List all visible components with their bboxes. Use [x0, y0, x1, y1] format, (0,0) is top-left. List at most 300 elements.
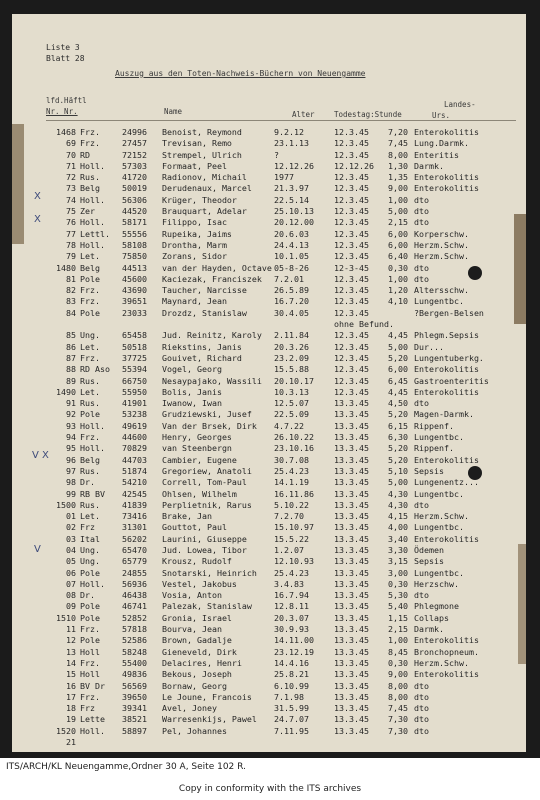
row-death-date: 13.3.45	[334, 420, 369, 431]
row-prisoner-number: 44513	[122, 262, 147, 273]
row-death-date: 12.3.45	[334, 206, 369, 217]
row-name: Palezak, Stanislaw	[162, 601, 252, 612]
row-death-date: ohne Befund.	[334, 319, 394, 330]
row-nationality: RD Aso	[80, 364, 110, 375]
row-name: Krousz, Rudolf	[162, 556, 232, 567]
row-cause: Collaps	[414, 612, 449, 623]
row-prisoner-number: 72152	[122, 149, 147, 160]
row-birth-date: 7.2.01	[274, 273, 304, 284]
row-death-hour: 0,30	[388, 262, 408, 273]
row-death-date: 12.3.45	[334, 228, 369, 239]
row-death-date: 12.3.45	[334, 172, 369, 183]
row-nationality: Let.	[80, 251, 100, 262]
row-cause: Magen-Darmk.	[414, 409, 474, 420]
row-nationality: Belg	[80, 262, 100, 273]
table-row	[12, 240, 526, 251]
row-prisoner-number: 46438	[122, 590, 147, 601]
row-nationality: Ital	[80, 533, 100, 544]
row-name: Brake, Jan	[162, 511, 212, 522]
row-death-hour: 6,40	[388, 251, 408, 262]
row-prisoner-number: 23033	[122, 307, 147, 318]
row-death-date: 13.3.45	[334, 691, 369, 702]
row-cause: Herzm.Schw.	[414, 251, 469, 262]
row-nationality: Holl.	[80, 443, 105, 454]
row-nationality: Pole	[80, 273, 100, 284]
row-lfd-number: 79	[66, 251, 76, 262]
row-death-hour: 0,30	[388, 657, 408, 668]
row-death-date: 13.3.45	[334, 703, 369, 714]
row-death-hour: 5,20	[388, 409, 408, 420]
row-nationality: Frz.	[80, 127, 100, 137]
row-death-hour: 1,00	[388, 635, 408, 646]
row-birth-date: 12.5.07	[274, 398, 309, 409]
row-nationality: Holl.	[80, 578, 105, 589]
row-nationality: Pole	[80, 567, 100, 578]
row-death-hour: 7,30	[388, 714, 408, 725]
row-death-date: 13.3.45	[334, 398, 369, 409]
row-cause: Enterokolitis	[414, 172, 479, 183]
row-birth-date: 25.10.13	[274, 206, 314, 217]
row-lfd-number: 77	[66, 228, 76, 239]
row-name: Benoist, Reymond	[162, 127, 242, 137]
row-nationality: Pole	[80, 635, 100, 646]
table-row	[12, 150, 526, 161]
table-row	[12, 308, 526, 319]
row-birth-date: 21.3.97	[274, 183, 309, 194]
row-death-date: 13.3.45	[334, 657, 369, 668]
row-nationality: Let.	[80, 511, 100, 522]
row-name: Drontha, Marm	[162, 239, 227, 250]
row-death-hour: 7,20	[388, 127, 408, 137]
row-lfd-number: 1500	[56, 499, 76, 510]
row-birth-date: 14.11.00	[274, 635, 314, 646]
row-cause: dto	[414, 691, 429, 702]
row-death-date: 13.3.45	[334, 669, 369, 680]
row-name: Strempel, Ulrich	[162, 149, 242, 160]
row-birth-date: 31.5.99	[274, 703, 309, 714]
row-death-date: 12.3.45	[334, 375, 369, 386]
row-birth-date: 20.12.00	[274, 217, 314, 228]
row-lfd-number: 1490	[56, 386, 76, 397]
row-lfd-number: 86	[66, 341, 76, 352]
row-cause: Rippenf.	[414, 420, 454, 431]
row-nationality: RB BV	[80, 488, 105, 499]
table-row	[12, 714, 526, 725]
row-prisoner-number: 56306	[122, 194, 147, 205]
row-birth-date: 23.12.19	[274, 646, 314, 657]
table-row	[12, 206, 526, 217]
row-lfd-number: 87	[66, 352, 76, 363]
row-death-hour: 1,00	[388, 194, 408, 205]
row-death-date: 12.3.45	[334, 330, 369, 341]
row-death-date: 12.3.45	[334, 239, 369, 250]
archive-reference: ITS/ARCH/KL Neuengamme,Ordner 30 A, Seite 102 R.	[6, 762, 246, 772]
row-death-hour: 5,20	[388, 352, 408, 363]
row-lfd-number: 98	[66, 477, 76, 488]
row-prisoner-number: 55394	[122, 364, 147, 375]
row-prisoner-number: 41720	[122, 172, 147, 183]
document-title: Auszug aus den Toten-Nachweis-Büchern von Neuengamme	[115, 69, 366, 78]
row-nationality: Frz.	[80, 691, 100, 702]
row-death-hour: 5,30	[388, 590, 408, 601]
row-name: Gregoriew, Anatoli	[162, 465, 252, 476]
row-name: Delacires, Henri	[162, 657, 242, 668]
row-lfd-number: 16	[66, 680, 76, 691]
row-name: Snotarski, Heinrich	[162, 567, 257, 578]
row-lfd-number: 1510	[56, 612, 76, 623]
row-name: Maynard, Jean	[162, 296, 227, 307]
row-prisoner-number: 44600	[122, 432, 147, 443]
table-row	[12, 342, 526, 353]
table-row	[12, 500, 526, 511]
row-lfd-number: 94	[66, 432, 76, 443]
row-lfd-number: 04	[66, 544, 76, 555]
row-name: Laurini, Giuseppe	[162, 533, 247, 544]
row-birth-date: 23.2.09	[274, 352, 309, 363]
row-cause: dto	[414, 273, 429, 284]
table-row	[12, 568, 526, 579]
row-birth-date: 30.9.93	[274, 624, 309, 635]
row-prisoner-number: 58171	[122, 217, 147, 228]
row-death-hour: 9,00	[388, 183, 408, 194]
row-prisoner-number: 27457	[122, 138, 147, 149]
row-prisoner-number: 58897	[122, 725, 147, 736]
row-lfd-number: 89	[66, 375, 76, 386]
row-death-date: 12.3.45	[334, 251, 369, 262]
table-row	[12, 330, 526, 341]
row-death-date: 12-3-45	[334, 262, 369, 273]
row-birth-date: 7.11.95	[274, 725, 309, 736]
row-death-date: 13.3.45	[334, 601, 369, 612]
row-cause: dto	[414, 680, 429, 691]
row-death-date: 12.3.45	[334, 352, 369, 363]
table-row	[12, 669, 526, 680]
row-nationality: Pole	[80, 307, 100, 318]
row-cause: Lung.Darmk.	[414, 138, 469, 149]
row-nationality: Frz.	[80, 138, 100, 149]
row-nationality: Holl.	[80, 160, 105, 171]
table-row	[12, 590, 526, 601]
row-cause: Lungentbc.	[414, 567, 464, 578]
row-death-hour: 5,10	[388, 465, 408, 476]
table-row	[12, 658, 526, 669]
row-death-hour: 5,20	[388, 454, 408, 465]
row-nationality: Frz.	[80, 432, 100, 443]
row-death-date: 13.3.45	[334, 499, 369, 510]
row-birth-date: 26.10.22	[274, 432, 314, 443]
row-name: Zorans, Sidor	[162, 251, 227, 262]
row-cause: Lungentbc.	[414, 432, 464, 443]
row-death-hour: 8,00	[388, 691, 408, 702]
table-row	[12, 409, 526, 420]
table-row	[12, 443, 526, 454]
row-lfd-number: 19	[66, 714, 76, 725]
column-header-nr: Nr. Nr.	[46, 107, 78, 116]
row-name: Van der Brsek, Dirk	[162, 420, 257, 431]
row-death-date: 13.3.45	[334, 454, 369, 465]
row-name: Bornaw, Georg	[162, 680, 227, 691]
row-nationality: Zer	[80, 206, 95, 217]
row-cause: dto	[414, 217, 429, 228]
row-death-date: 13.3.45	[334, 725, 369, 736]
row-prisoner-number: 50518	[122, 341, 147, 352]
row-name: Gieneveld, Dirk	[162, 646, 237, 657]
row-prisoner-number: 66750	[122, 375, 147, 386]
row-death-hour: 5,00	[388, 477, 408, 488]
row-death-date: 13.3.45	[334, 567, 369, 578]
row-cause: Herzm.Schw.	[414, 511, 469, 522]
column-header-lfd: lfd.Häftl	[46, 96, 87, 105]
row-nationality: Belg	[80, 183, 100, 194]
row-lfd-number: 06	[66, 567, 76, 578]
row-prisoner-number: 31301	[122, 522, 147, 533]
row-death-date: 13.3.45	[334, 443, 369, 454]
row-nationality: Holl.	[80, 194, 105, 205]
table-row	[12, 274, 526, 285]
row-name: Avel, Joney	[162, 703, 217, 714]
table-row	[12, 545, 526, 556]
row-prisoner-number: 49836	[122, 669, 147, 680]
row-cause: dto	[414, 262, 429, 273]
row-nationality: Rus.	[80, 398, 100, 409]
row-death-hour: 6,00	[388, 364, 408, 375]
row-death-date: 13.3.45	[334, 477, 369, 488]
row-name: Trevisan, Remo	[162, 138, 232, 149]
row-lfd-number: 95	[66, 443, 76, 454]
row-nationality: Lettl.	[80, 228, 110, 239]
column-header-landes: Landes-	[444, 100, 476, 109]
row-name: Le Joune, Francois	[162, 691, 252, 702]
row-prisoner-number: 24996	[122, 127, 147, 137]
row-lfd-number: 1468	[56, 127, 76, 137]
row-birth-date: 7.2.70	[274, 511, 304, 522]
row-death-date: 13.3.45	[334, 556, 369, 567]
table-row	[12, 511, 526, 522]
row-death-hour: 6,00	[388, 228, 408, 239]
row-death-date: 13.3.45	[334, 409, 369, 420]
row-birth-date: 30.4.05	[274, 307, 309, 318]
table-row	[12, 647, 526, 658]
row-name: Rupeika, Jaims	[162, 228, 232, 239]
row-lfd-number: 21	[66, 737, 76, 748]
row-prisoner-number: 53238	[122, 409, 147, 420]
row-nationality: Dr.	[80, 477, 95, 488]
row-birth-date: 05-8-26	[274, 262, 309, 273]
row-death-hour: 5,20	[388, 443, 408, 454]
row-death-hour: 1,00	[388, 273, 408, 284]
row-nationality: BV Dr	[80, 680, 105, 691]
row-lfd-number: 07	[66, 578, 76, 589]
row-name: Henry, Georges	[162, 432, 232, 443]
row-death-date: 13.3.45	[334, 578, 369, 589]
row-birth-date: ?	[274, 149, 279, 160]
row-birth-date: 1977	[274, 172, 294, 183]
row-death-hour: 4,45	[388, 386, 408, 397]
row-death-hour: 4,45	[388, 330, 408, 341]
row-name: Kaciezak, Franciszek	[162, 273, 262, 284]
row-birth-date: 1.2.07	[274, 544, 304, 555]
death-record-table	[12, 127, 526, 748]
row-lfd-number: 88	[66, 364, 76, 375]
row-birth-date: 22.5.14	[274, 194, 309, 205]
table-row	[12, 522, 526, 533]
row-lfd-number: 75	[66, 206, 76, 217]
row-name: Warresenkijs, Pawel	[162, 714, 257, 725]
row-death-hour: 5,40	[388, 601, 408, 612]
row-prisoner-number: 58248	[122, 646, 147, 657]
row-cause: Dur...	[414, 341, 444, 352]
row-death-date: 13.3.45	[334, 522, 369, 533]
row-death-hour: 4,15	[388, 511, 408, 522]
row-lfd-number: 69	[66, 138, 76, 149]
row-name: Bolis, Janis	[162, 386, 222, 397]
row-death-hour: 4,00	[388, 522, 408, 533]
row-death-hour: 0,30	[388, 578, 408, 589]
row-nationality: Pole	[80, 612, 100, 623]
table-row	[12, 477, 526, 488]
row-nationality: Holl	[80, 669, 100, 680]
handwritten-mark: V	[34, 544, 41, 555]
table-row	[12, 296, 526, 307]
table-row	[12, 353, 526, 364]
row-lfd-number: 14	[66, 657, 76, 668]
row-lfd-number: 12	[66, 635, 76, 646]
row-lfd-number: 85	[66, 330, 76, 341]
table-row	[12, 161, 526, 172]
row-birth-date: 22.5.09	[274, 409, 309, 420]
row-prisoner-number: 54210	[122, 477, 147, 488]
row-prisoner-number: 39651	[122, 296, 147, 307]
row-death-hour: 8,45	[388, 646, 408, 657]
row-name: van Steenbergn	[162, 443, 232, 454]
table-row	[12, 183, 526, 194]
row-death-date: 12.3.45	[334, 149, 369, 160]
row-prisoner-number: 65779	[122, 556, 147, 567]
row-nationality: Rus.	[80, 465, 100, 476]
row-cause: ?Bergen-Belsen	[414, 307, 484, 318]
row-death-date: 13.3.45	[334, 533, 369, 544]
row-cause: Sepsis	[414, 556, 444, 567]
row-cause: Korperschw.	[414, 228, 469, 239]
row-nationality: Belg	[80, 454, 100, 465]
row-prisoner-number: 42545	[122, 488, 147, 499]
row-death-hour: 3,40	[388, 533, 408, 544]
row-prisoner-number: 24855	[122, 567, 147, 578]
row-birth-date: 5.10.22	[274, 499, 309, 510]
row-cause: Rippenf.	[414, 443, 454, 454]
row-prisoner-number: 57818	[122, 624, 147, 635]
row-birth-date: 25.4.23	[274, 567, 309, 578]
table-row	[12, 726, 526, 737]
row-birth-date: 10.3.13	[274, 386, 309, 397]
row-birth-date: 16.11.86	[274, 488, 314, 499]
row-birth-date: 15.5.88	[274, 364, 309, 375]
table-row	[12, 285, 526, 296]
row-prisoner-number: 44520	[122, 206, 147, 217]
row-cause: dto	[414, 714, 429, 725]
row-prisoner-number: 45600	[122, 273, 147, 284]
table-row	[12, 613, 526, 624]
row-birth-date: 9.2.12	[274, 127, 304, 137]
row-prisoner-number: 65458	[122, 330, 147, 341]
row-death-date: 12.3.45	[334, 307, 369, 318]
row-cause: Lungentbc.	[414, 522, 464, 533]
row-name: Perplietnik, Rarus	[162, 499, 252, 510]
row-lfd-number: 82	[66, 285, 76, 296]
row-prisoner-number: 39650	[122, 691, 147, 702]
row-prisoner-number: 44703	[122, 454, 147, 465]
row-birth-date: 2.11.84	[274, 330, 309, 341]
row-death-hour: 2,15	[388, 624, 408, 635]
row-lfd-number: 76	[66, 217, 76, 228]
row-death-date: 13.3.45	[334, 635, 369, 646]
row-name: Pel, Johannes	[162, 725, 227, 736]
row-death-hour: 3,15	[388, 556, 408, 567]
row-prisoner-number: 57303	[122, 160, 147, 171]
row-lfd-number: 99	[66, 488, 76, 499]
row-death-hour: 2,15	[388, 217, 408, 228]
row-death-date: 12.12.26	[334, 160, 374, 171]
table-row	[12, 692, 526, 703]
row-lfd-number: 70	[66, 149, 76, 160]
row-prisoner-number: 65470	[122, 544, 147, 555]
row-cause: Enterokolitis	[414, 386, 479, 397]
table-row	[12, 398, 526, 409]
row-cause: dto	[414, 590, 429, 601]
row-prisoner-number: 51874	[122, 465, 147, 476]
row-prisoner-number: 37725	[122, 352, 147, 363]
row-lfd-number: 03	[66, 533, 76, 544]
row-death-hour: 1,15	[388, 612, 408, 623]
row-lfd-number: 83	[66, 296, 76, 307]
row-death-hour: 1,30	[388, 160, 408, 171]
row-nationality: Frz.	[80, 624, 100, 635]
row-death-hour: 4,30	[388, 488, 408, 499]
table-row	[12, 195, 526, 206]
row-nationality: Let.	[80, 386, 100, 397]
row-prisoner-number: 73416	[122, 511, 147, 522]
handwritten-mark: V X	[32, 450, 49, 461]
handwritten-mark: X	[34, 191, 41, 202]
row-name: Taucher, Narcisse	[162, 285, 247, 296]
row-cause: Enterokolitis	[414, 454, 479, 465]
row-birth-date: 26.5.89	[274, 285, 309, 296]
table-row	[12, 556, 526, 567]
row-lfd-number: 15	[66, 669, 76, 680]
row-nationality: Pole	[80, 409, 100, 420]
table-row	[12, 681, 526, 692]
row-nationality: Holl.	[80, 239, 105, 250]
row-name: Cambier, Eugene	[162, 454, 237, 465]
row-lfd-number: 73	[66, 183, 76, 194]
row-death-hour: 7,30	[388, 725, 408, 736]
document-sheet	[12, 14, 526, 752]
row-death-date: 12.3.45	[334, 386, 369, 397]
row-death-date: 12.3.45	[334, 341, 369, 352]
table-row	[12, 635, 526, 646]
row-cause: Herzm.Schw.	[414, 239, 469, 250]
row-nationality: Ung.	[80, 330, 100, 341]
row-death-date: 13.3.45	[334, 544, 369, 555]
row-death-date: 13.3.45	[334, 612, 369, 623]
row-birth-date: 7.1.98	[274, 691, 304, 702]
row-lfd-number: 09	[66, 601, 76, 612]
row-name: Gouttot, Paul	[162, 522, 227, 533]
row-prisoner-number: 38521	[122, 714, 147, 725]
row-nationality: Frz	[80, 703, 95, 714]
row-birth-date: 24.7.07	[274, 714, 309, 725]
table-row	[12, 421, 526, 432]
